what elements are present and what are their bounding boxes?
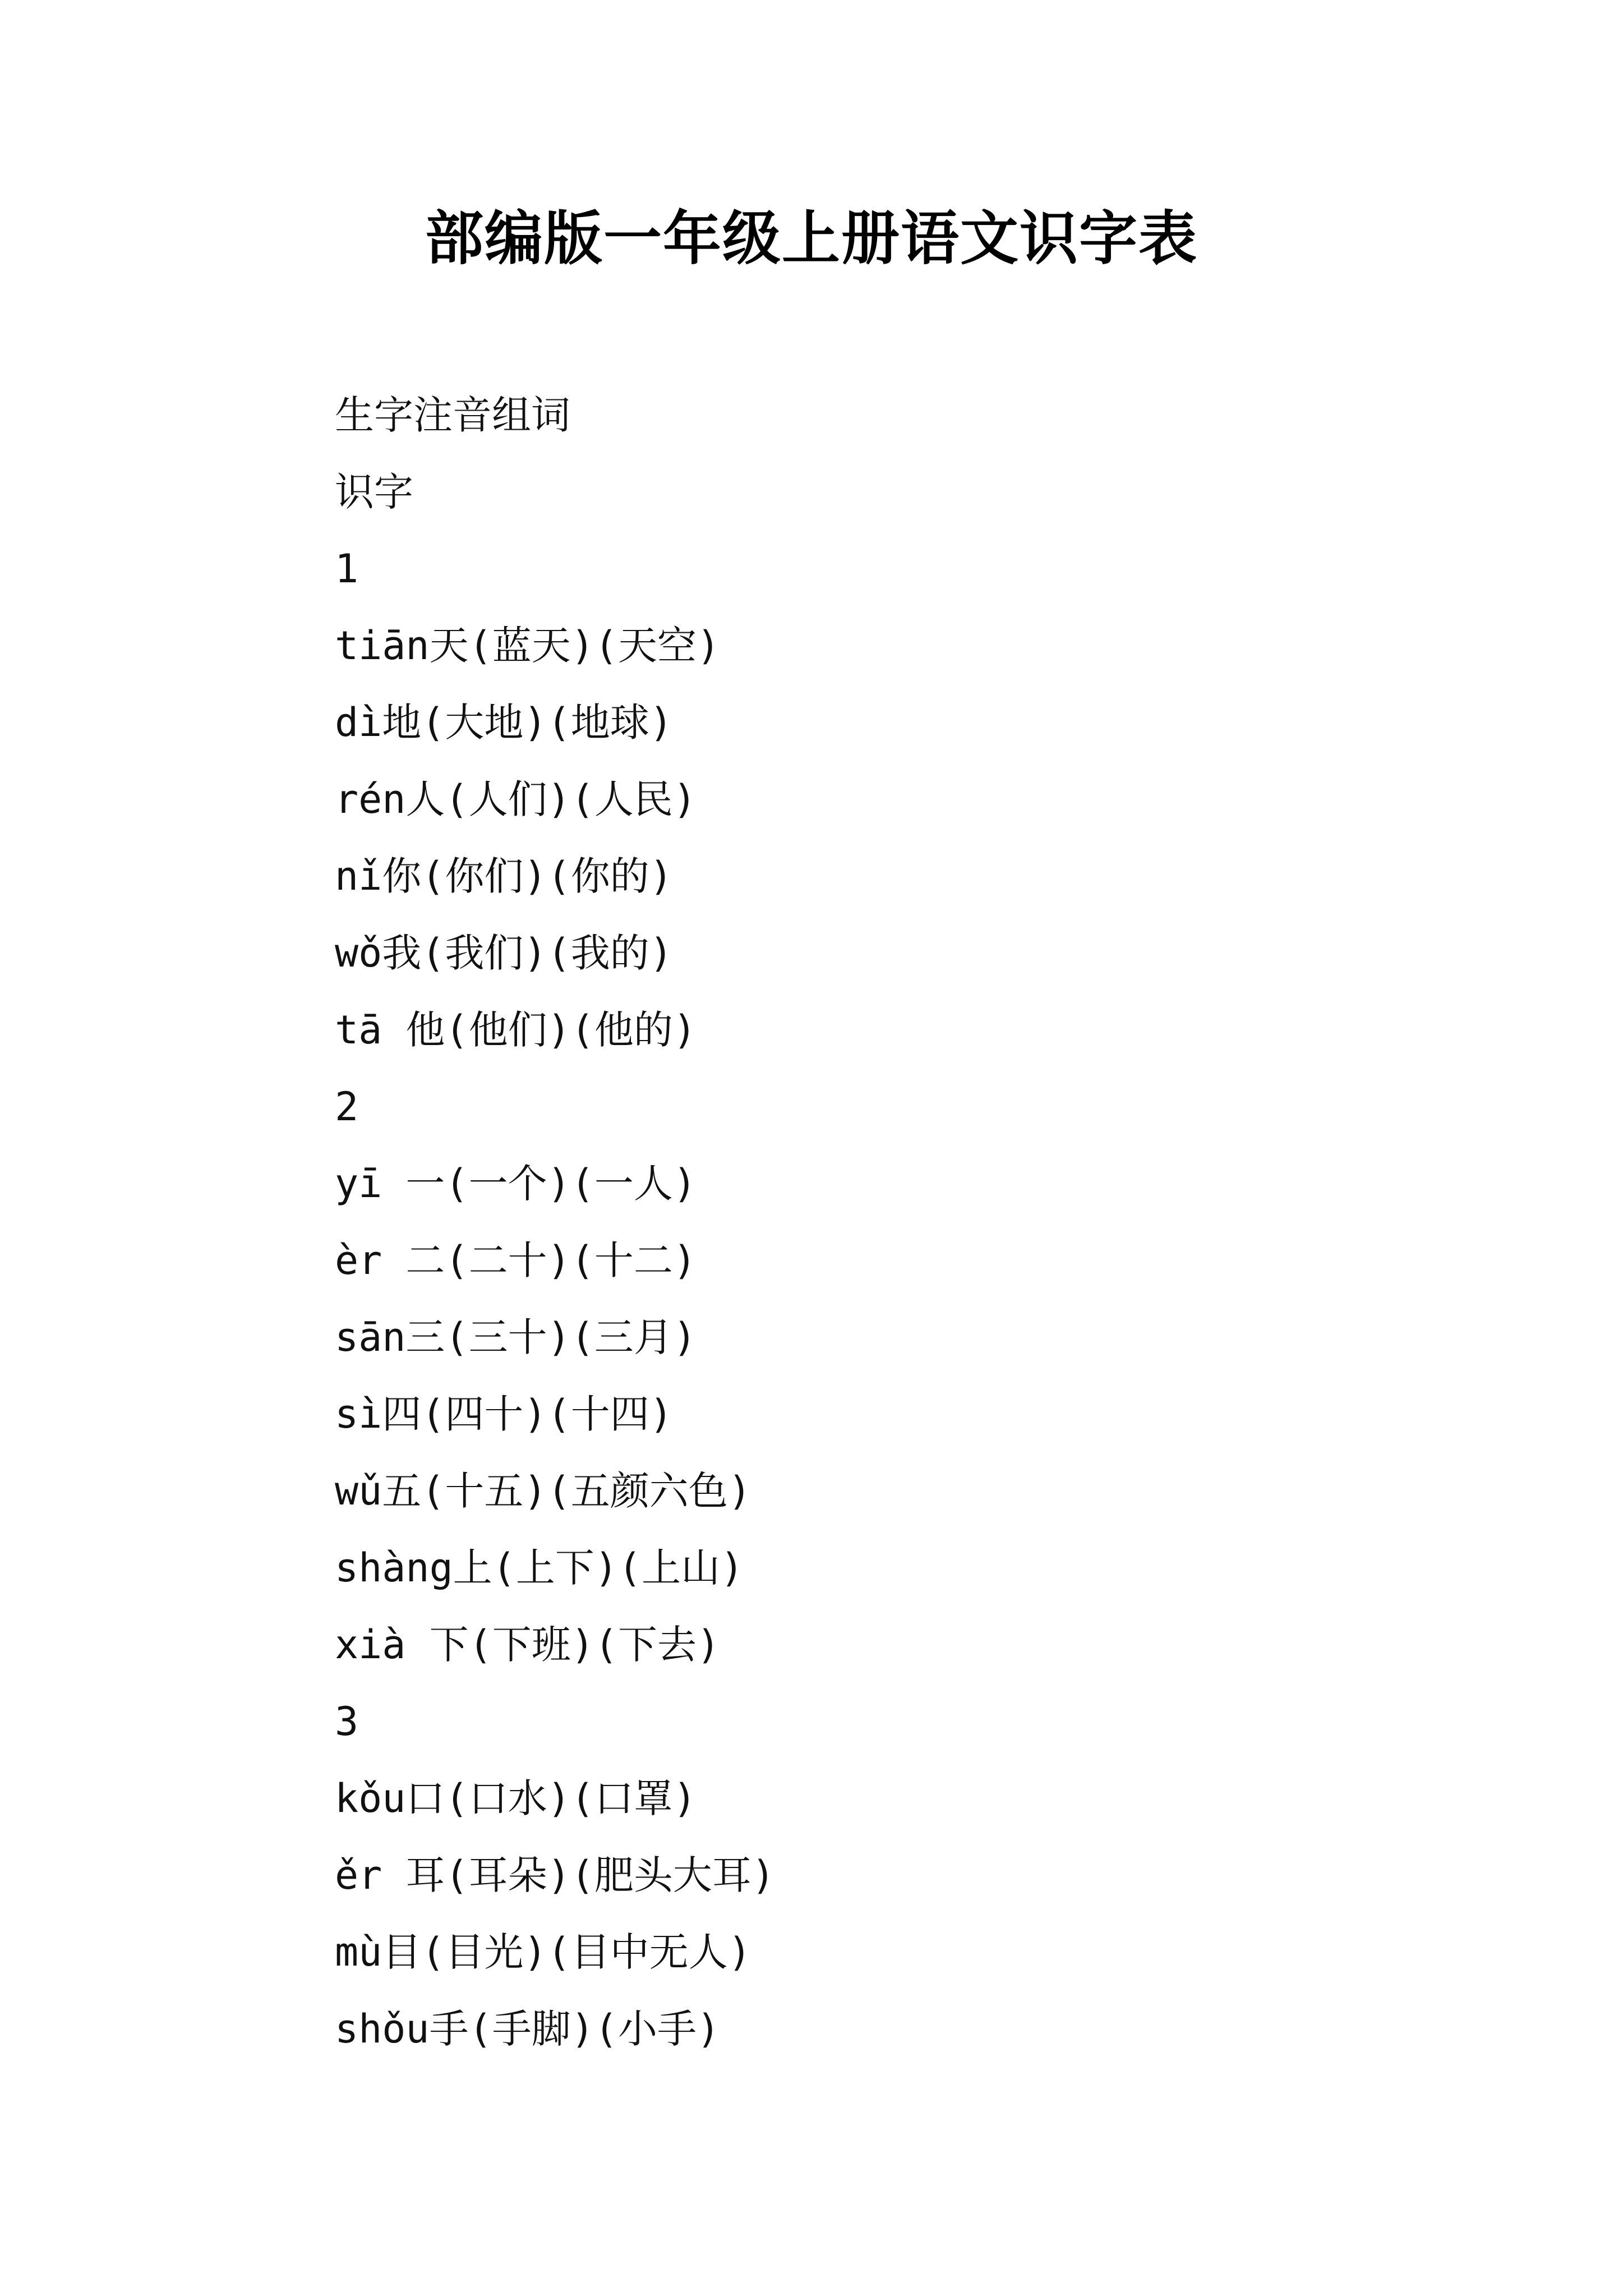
character-entry: shàng上(上下)(上山): [335, 1545, 744, 1591]
character-entry: shǒu手(手脚)(小手): [335, 2006, 721, 2052]
character-entry: sān三(三十)(三月): [335, 1314, 697, 1360]
character-entry: dì地(大地)(地球): [335, 700, 673, 746]
character-entry: sì四(四十)(十四): [335, 1391, 673, 1437]
lesson-number: 2: [335, 1084, 359, 1130]
character-entry: yī 一(一个)(一人): [335, 1161, 697, 1207]
character-entry: tā 他(他们)(他的): [335, 1007, 697, 1053]
character-entry: ěr 耳(耳朵)(肥头大耳): [335, 1852, 776, 1898]
character-entry: wǔ五(十五)(五颜六色): [335, 1468, 751, 1514]
lesson-number: 3: [335, 1699, 359, 1745]
column-header-line: 生字注音组词: [335, 392, 570, 438]
character-entry: wǒ我(我们)(我的): [335, 930, 673, 976]
section-label: 识字: [335, 469, 413, 515]
character-entry: rén人(人们)(人民): [335, 776, 697, 822]
character-entry: tiān天(蓝天)(天空): [335, 623, 721, 669]
character-entry: èr 二(二十)(十二): [335, 1237, 697, 1283]
character-list: [335, 377, 1456, 2068]
character-entry: kǒu口(口水)(口罩): [335, 1775, 697, 1821]
lesson-number: 1: [335, 546, 359, 592]
character-entry: xià 下(下班)(下去): [335, 1622, 721, 1668]
character-entry: mù目(目光)(目中无人): [335, 1929, 751, 1975]
character-entry: nǐ你(你们)(你的): [335, 853, 673, 899]
document-title: 部编版一年级上册语文识字表: [425, 204, 1198, 273]
